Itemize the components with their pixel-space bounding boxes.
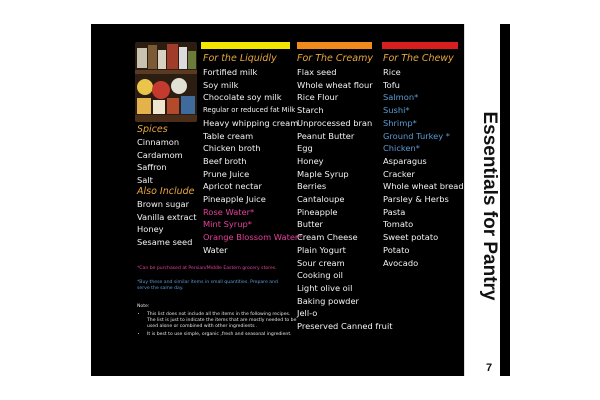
chewy-item: Potato — [383, 244, 410, 255]
liquidly-item: Soy milk — [203, 79, 239, 90]
also-include-item: Vanilla extract — [137, 211, 197, 222]
creamy-item: Unprocessed bran — [297, 117, 373, 128]
chewy-item: Cracker — [383, 168, 415, 179]
liquidly-heading: For the Liquidly — [203, 53, 277, 64]
chewy-item: Shrimp* — [383, 117, 417, 128]
slide-title: Essentials for Pantry — [479, 111, 500, 301]
note-bullet: • It is best to use simple, organic ,fresh and seasonal ingredient. — [147, 332, 297, 338]
buy-note: *Buy these and similar items in small quantities. Prepare and serve the same day. — [137, 280, 278, 291]
creamy-item: Butter — [297, 219, 323, 230]
note-label: Note: — [137, 304, 150, 309]
creamy-item: Whole wheat flour — [297, 79, 373, 90]
chewy-item: Rice — [383, 67, 401, 77]
chewy-item: Sushi* — [383, 105, 410, 116]
liquidly-item: Orange Blossom Water* — [203, 232, 303, 243]
note-bullets — [137, 312, 297, 338]
creamy-item: Pineapple — [297, 206, 338, 217]
creamy-item: Maple Syrup — [297, 168, 349, 179]
creamy-item: Cantaloupe — [297, 194, 345, 205]
creamy-item: Berries — [297, 181, 327, 192]
slide-title-container — [477, 96, 501, 316]
creamy-item: Sour cream — [297, 257, 345, 268]
chewy-item: Pasta — [383, 206, 406, 217]
chewy-item: Chicken* — [383, 143, 420, 154]
creamy-item: Jell-o — [297, 308, 318, 319]
creamy-list — [297, 66, 393, 333]
spice-item: Cinnamon — [137, 137, 180, 147]
liquidly-item: Water — [203, 244, 228, 255]
creamy-item: Plain Yogurt — [297, 244, 346, 255]
spice-item: Salt — [137, 175, 153, 186]
chewy-item: Avocado — [383, 257, 419, 268]
spices-heading: Spices — [137, 124, 168, 135]
chewy-item: Tofu — [383, 79, 400, 90]
creamy-item: Flax seed — [297, 67, 337, 77]
liquidly-item: Apricot nectar — [203, 181, 262, 192]
pantry-photo — [135, 42, 197, 122]
liquidly-item: Chicken broth — [203, 143, 261, 154]
spice-item: Saffron — [137, 162, 167, 173]
note-bullet: • This list does not include all the items in the following recipes. The list is just to indicate the items that are mostly needed to be used alone or combined with other ingredients . — [147, 312, 297, 330]
liquidly-item: Heavy whipping cream — [203, 117, 299, 128]
also-include-item: Sesame seed — [137, 237, 193, 248]
liquidly-item: Table cream — [203, 130, 254, 141]
chewy-item: Salmon* — [383, 92, 419, 103]
chewy-heading: For The Chewy — [383, 53, 454, 64]
chewy-item: Parsley & Herbs — [383, 194, 449, 205]
creamy-item: Light olive oil — [297, 282, 353, 293]
creamy-item: Preserved Canned fruit — [297, 321, 393, 332]
right-edge-bar — [500, 24, 510, 376]
creamy-item: Starch — [297, 105, 324, 116]
general-note — [137, 304, 297, 340]
chewy-list — [383, 66, 464, 269]
chewy-color-bar — [382, 42, 458, 49]
also-include-heading: Also Include — [137, 186, 195, 197]
also-include-list — [137, 198, 196, 249]
creamy-color-bar — [297, 42, 372, 49]
liquidly-item: Rose Water* — [203, 206, 255, 217]
also-include-item: Brown sugar — [137, 199, 190, 209]
purchase-note: *Can be purchased at Persian/Middle Eastern grocery stores. — [137, 266, 277, 271]
creamy-item: Egg — [297, 143, 313, 154]
liquidly-color-bar — [201, 42, 290, 49]
creamy-item: Cream Cheese — [297, 232, 358, 243]
page-number: 7 — [486, 362, 493, 374]
liquidly-list — [203, 66, 302, 257]
slide-panel — [91, 24, 464, 376]
creamy-item: Baking powder — [297, 295, 359, 306]
liquidly-item: Mint Syrup* — [203, 219, 252, 230]
liquidly-item: Beef broth — [203, 155, 247, 166]
creamy-item: Rice Flour — [297, 92, 339, 103]
liquidly-item: Chocolate soy milk — [203, 92, 282, 103]
creamy-heading: For The Creamy — [297, 53, 373, 64]
chewy-item: Asparagus — [383, 155, 427, 166]
liquidly-item: Regular or reduced fat Milk — [203, 106, 296, 115]
also-include-item: Honey — [137, 224, 164, 235]
chewy-item: Ground Turkey * — [383, 130, 450, 141]
creamy-item: Honey — [297, 155, 324, 166]
spice-item: Cardamom — [137, 149, 183, 160]
liquidly-item: Pineapple Juice — [203, 194, 266, 205]
liquidly-item: Prune Juice — [203, 168, 250, 179]
chewy-item: Tomato — [383, 219, 414, 230]
spices-list — [137, 136, 183, 187]
creamy-item: Peanut Butter — [297, 130, 355, 141]
chewy-item: Whole wheat bread — [383, 181, 464, 192]
liquidly-item: Fortified milk — [203, 67, 258, 77]
chewy-item: Sweet potato — [383, 232, 439, 243]
creamy-item: Cooking oil — [297, 270, 343, 281]
